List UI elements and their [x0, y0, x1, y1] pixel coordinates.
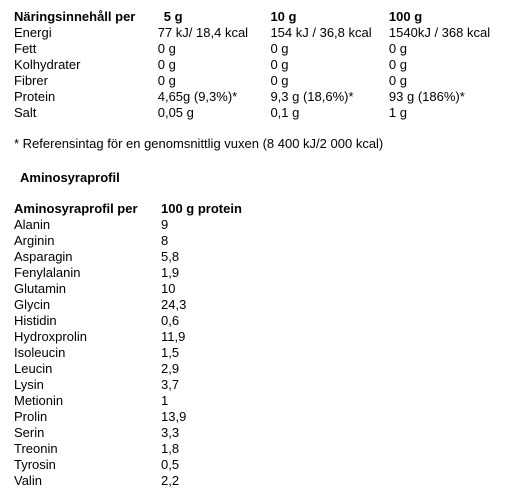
nutrition-row-label: Fibrer: [14, 73, 48, 88]
amino-value: 1,8: [161, 441, 180, 456]
nutrition-header-10g: 10 g: [270, 9, 297, 24]
nutrition-value-10g: 9,3 g (18,6%)*: [270, 89, 354, 104]
nutrition-value-5g: 0 g: [157, 41, 176, 56]
amino-value: 5,8: [161, 249, 180, 264]
amino-row: [14, 345, 301, 361]
nutrition-header-100g: 100 g: [388, 9, 423, 24]
amino-name: Prolin: [14, 409, 48, 424]
nutrition-row-label: Salt: [14, 105, 37, 120]
amino-name: Asparagin: [14, 249, 73, 264]
amino-value: 24,3: [161, 297, 187, 312]
nutrition-value-100g: 1540kJ / 368 kcal: [388, 25, 491, 40]
amino-header-label: Aminosyraprofil per: [14, 201, 138, 216]
amino-row: [14, 425, 301, 441]
amino-value: 1,5: [161, 345, 180, 360]
amino-row: [14, 297, 301, 313]
nutrition-value-5g: 77 kJ/ 18,4 kcal: [157, 25, 249, 40]
nutrition-row-label: Fett: [14, 41, 37, 56]
amino-name: Lysin: [14, 377, 44, 392]
amino-value: 10: [161, 281, 176, 296]
amino-name: Glutamin: [14, 281, 67, 296]
nutrition-row-fibrer: [14, 73, 524, 89]
amino-value: 8: [161, 233, 169, 248]
amino-value: 9: [161, 217, 169, 232]
amino-row: [14, 441, 301, 457]
amino-value: 13,9: [161, 409, 187, 424]
amino-value: 0,6: [161, 313, 180, 328]
nutrition-row-salt: [14, 105, 524, 121]
nutrition-header-label: Näringsinnehåll per: [14, 9, 136, 24]
amino-name: Glycin: [14, 297, 51, 312]
amino-value: 11,9: [161, 329, 186, 344]
nutrition-value-100g: 0 g: [388, 73, 407, 88]
amino-row: [14, 361, 301, 377]
amino-name: Histidin: [14, 313, 57, 328]
amino-name: Tyrosin: [14, 457, 56, 472]
amino-row: [14, 393, 301, 409]
nutrition-value-5g: 0 g: [157, 57, 176, 72]
amino-row: [14, 329, 301, 345]
amino-value: 0,5: [161, 457, 180, 472]
amino-row: [14, 313, 301, 329]
amino-name: Serin: [14, 425, 45, 440]
amino-name: Metionin: [14, 393, 64, 408]
nutrition-value-100g: 1 g: [388, 105, 407, 120]
amino-value: 2,2: [161, 473, 180, 488]
amino-acid-table: [14, 201, 301, 489]
nutrition-header-row: [14, 9, 524, 25]
amino-name: Alanin: [14, 217, 51, 232]
nutrition-row-label: Kolhydrater: [14, 57, 81, 72]
nutrition-value-5g: 4,65g (9,3%)*: [157, 89, 238, 104]
amino-name: Isoleucin: [14, 345, 66, 360]
nutrition-header-5g: 5 g: [163, 9, 183, 24]
nutrition-row-protein: [14, 89, 524, 105]
amino-row: [14, 457, 301, 473]
amino-row: [14, 265, 301, 281]
reference-intake-footnote: * Referensintag för en genomsnittlig vuxen (8 400 kJ/2 000 kcal): [14, 136, 384, 151]
amino-row: [14, 217, 301, 233]
amino-name: Treonin: [14, 441, 58, 456]
amino-value: 2,9: [161, 361, 180, 376]
amino-value: 3,3: [161, 425, 180, 440]
amino-value: 1,9: [161, 265, 180, 280]
amino-name: Hydroxprolin: [14, 329, 87, 344]
nutrition-value-10g: 154 kJ / 36,8 kcal: [270, 25, 372, 40]
nutrition-row-energi: [14, 25, 524, 41]
nutrition-value-10g: 0 g: [270, 41, 289, 56]
amino-row: [14, 249, 301, 265]
amino-row: [14, 233, 301, 249]
nutrition-value-10g: 0,1 g: [270, 105, 300, 120]
amino-header-value: 100 g protein: [161, 201, 242, 216]
nutrition-row-label: Protein: [14, 89, 56, 104]
amino-name: Fenylalanin: [14, 265, 81, 280]
amino-value: 3,7: [161, 377, 180, 392]
nutrition-value-100g: 93 g (186%)*: [388, 89, 465, 104]
amino-section-title: Aminosyraprofil: [20, 170, 120, 185]
nutrition-row-fett: [14, 41, 524, 57]
amino-row: [14, 281, 301, 297]
nutrition-value-5g: 0,05 g: [157, 105, 194, 120]
nutrition-row-kolhydrater: [14, 57, 524, 73]
nutrition-value-10g: 0 g: [270, 73, 289, 88]
amino-name: Arginin: [14, 233, 55, 248]
amino-value: 1: [161, 393, 169, 408]
nutrition-row-label: Energi: [14, 25, 52, 40]
amino-row: [14, 377, 301, 393]
nutrition-value-100g: 0 g: [388, 41, 407, 56]
nutrition-value-100g: 0 g: [388, 57, 407, 72]
amino-row: [14, 409, 301, 425]
amino-header-row: [14, 201, 301, 217]
amino-name: Valin: [14, 473, 42, 488]
amino-name: Leucin: [14, 361, 53, 376]
nutrition-value-5g: 0 g: [157, 73, 176, 88]
nutrition-table: [14, 9, 524, 121]
nutrition-value-10g: 0 g: [270, 57, 289, 72]
amino-row: [14, 473, 301, 489]
